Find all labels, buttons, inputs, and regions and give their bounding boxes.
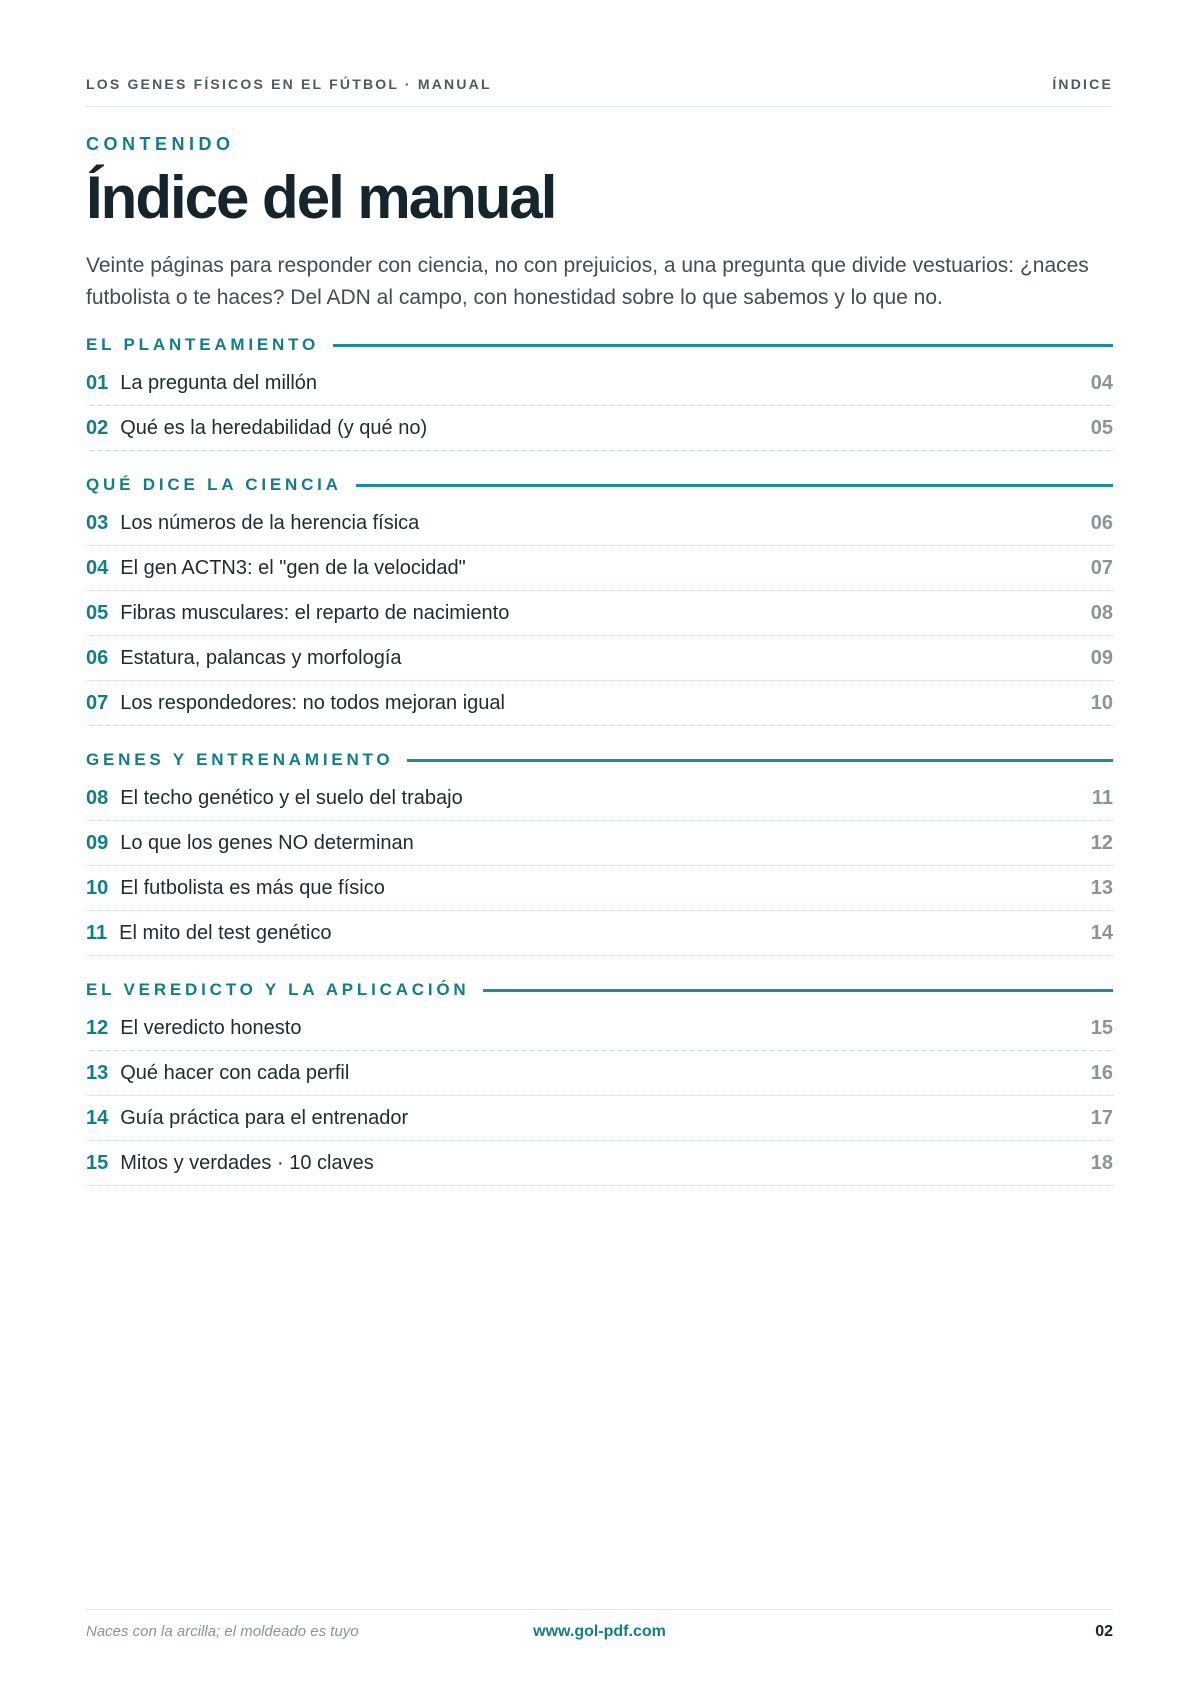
toc-entry-number: 11 — [86, 921, 108, 944]
toc-entry-label: El mito del test genético — [119, 921, 332, 944]
document-page — [86, 0, 1113, 1683]
toc-entry-number: 02 — [86, 416, 109, 439]
toc-entry[interactable] — [86, 866, 1113, 911]
toc-entry-label: Qué hacer con cada perfil — [120, 1061, 350, 1084]
toc-section-title: QUÉ DICE LA CIENCIA — [86, 475, 342, 494]
toc-entry-page: 06 — [1090, 511, 1113, 534]
running-header — [86, 76, 1113, 107]
toc-section-title: EL PLANTEAMIENTO — [86, 335, 320, 354]
toc-entry-number: 10 — [86, 876, 109, 899]
footer-website-link[interactable]: www.gol-pdf.com — [533, 1623, 666, 1640]
toc-entry[interactable] — [86, 501, 1113, 546]
section-divider — [356, 484, 1113, 487]
toc-entry-page: 12 — [1090, 831, 1113, 854]
toc-entry-label: El techo genético y el suelo del trabajo — [120, 786, 463, 809]
toc-entry-number: 13 — [86, 1061, 109, 1084]
toc-entry[interactable] — [86, 821, 1113, 866]
toc-entry-number: 14 — [86, 1106, 109, 1129]
toc-entry-number: 12 — [86, 1016, 109, 1039]
toc-entry-number: 15 — [86, 1151, 109, 1174]
toc-entry-page: 09 — [1090, 646, 1113, 669]
toc-section — [86, 333, 1113, 451]
toc-section-header — [86, 473, 1113, 497]
toc-entry[interactable] — [86, 1006, 1113, 1051]
toc-entry-number: 06 — [86, 646, 109, 669]
page-footer — [86, 1609, 1113, 1650]
toc-section — [86, 748, 1113, 956]
toc-entry-page: 11 — [1091, 786, 1113, 809]
toc-entry-page: 05 — [1090, 416, 1113, 439]
toc-entry[interactable] — [86, 1141, 1113, 1186]
toc-entry[interactable] — [86, 361, 1113, 406]
toc-entry-page: 10 — [1090, 691, 1113, 714]
toc-entry-number: 05 — [86, 601, 109, 624]
header-section: ÍNDICE — [1052, 76, 1113, 92]
footer-tagline: Naces con la arcilla; el moldeado es tuyo — [86, 1623, 359, 1640]
toc-section-title: GENES Y ENTRENAMIENTO — [86, 750, 394, 769]
toc-entry-label: La pregunta del millón — [120, 371, 318, 394]
table-of-contents — [86, 333, 1113, 1208]
toc-entry[interactable] — [86, 776, 1113, 821]
toc-entry-page: 18 — [1090, 1151, 1113, 1174]
toc-entry[interactable] — [86, 406, 1113, 451]
toc-entry-label: El gen ACTN3: el "gen de la velocidad" — [120, 556, 466, 579]
section-divider — [333, 344, 1113, 347]
toc-entry-label: Qué es la heredabilidad (y qué no) — [120, 416, 428, 439]
toc-entry-label: Mitos y verdades · 10 claves — [120, 1151, 374, 1174]
header-title: LOS GENES FÍSICOS EN EL FÚTBOL · MANUAL — [86, 76, 492, 92]
toc-entry-number: 09 — [86, 831, 109, 854]
toc-entry-page: 14 — [1090, 921, 1113, 944]
toc-entry-number: 07 — [86, 691, 109, 714]
toc-entry-page: 13 — [1090, 876, 1113, 899]
toc-section-header — [86, 748, 1113, 772]
section-divider — [407, 759, 1113, 762]
toc-entry-number: 04 — [86, 556, 109, 579]
toc-entry-page: 16 — [1090, 1061, 1113, 1084]
toc-entry-page: 08 — [1090, 601, 1113, 624]
toc-entry[interactable] — [86, 1051, 1113, 1096]
toc-entry-page: 15 — [1090, 1016, 1113, 1039]
toc-entry-page: 04 — [1090, 371, 1113, 394]
toc-entry[interactable] — [86, 681, 1113, 726]
toc-entry-label: Los respondedores: no todos mejoran igual — [120, 691, 505, 714]
toc-entry-label: El veredicto honesto — [120, 1016, 302, 1039]
section-divider — [483, 989, 1113, 992]
toc-section-header — [86, 333, 1113, 357]
toc-entry-label: Lo que los genes NO determinan — [120, 831, 414, 854]
page-title: Índice del manual — [86, 164, 556, 231]
toc-entry[interactable] — [86, 1096, 1113, 1141]
toc-entry-page: 07 — [1090, 556, 1113, 579]
toc-entry-label: El futbolista es más que físico — [120, 876, 385, 899]
intro-paragraph: Veinte páginas para responder con ciencia, no con prejuicios, a una pregunta que divide vestuarios: ¿naces futbolista o te haces? Del ADN al campo, con honestidad sobre lo que sabemos y lo que no. — [86, 254, 1089, 309]
toc-entry[interactable] — [86, 591, 1113, 636]
toc-entry-page: 17 — [1090, 1106, 1113, 1129]
toc-entry-number: 03 — [86, 511, 109, 534]
page-number: 02 — [1095, 1623, 1113, 1640]
toc-entry[interactable] — [86, 911, 1113, 956]
toc-entry-label: Estatura, palancas y morfología — [120, 646, 402, 669]
toc-section-title: EL VEREDICTO Y LA APLICACIÓN — [86, 980, 470, 999]
toc-entry[interactable] — [86, 636, 1113, 681]
toc-section-header — [86, 978, 1113, 1002]
toc-entry-label: Fibras musculares: el reparto de nacimiento — [120, 601, 510, 624]
eyebrow-label: CONTENIDO — [86, 134, 235, 154]
toc-entry-number: 01 — [86, 371, 109, 394]
toc-entry[interactable] — [86, 546, 1113, 591]
toc-section — [86, 473, 1113, 726]
toc-section — [86, 978, 1113, 1186]
toc-entry-label: Guía práctica para el entrenador — [120, 1106, 409, 1129]
toc-entry-number: 08 — [86, 786, 109, 809]
toc-entry-label: Los números de la herencia física — [120, 511, 420, 534]
